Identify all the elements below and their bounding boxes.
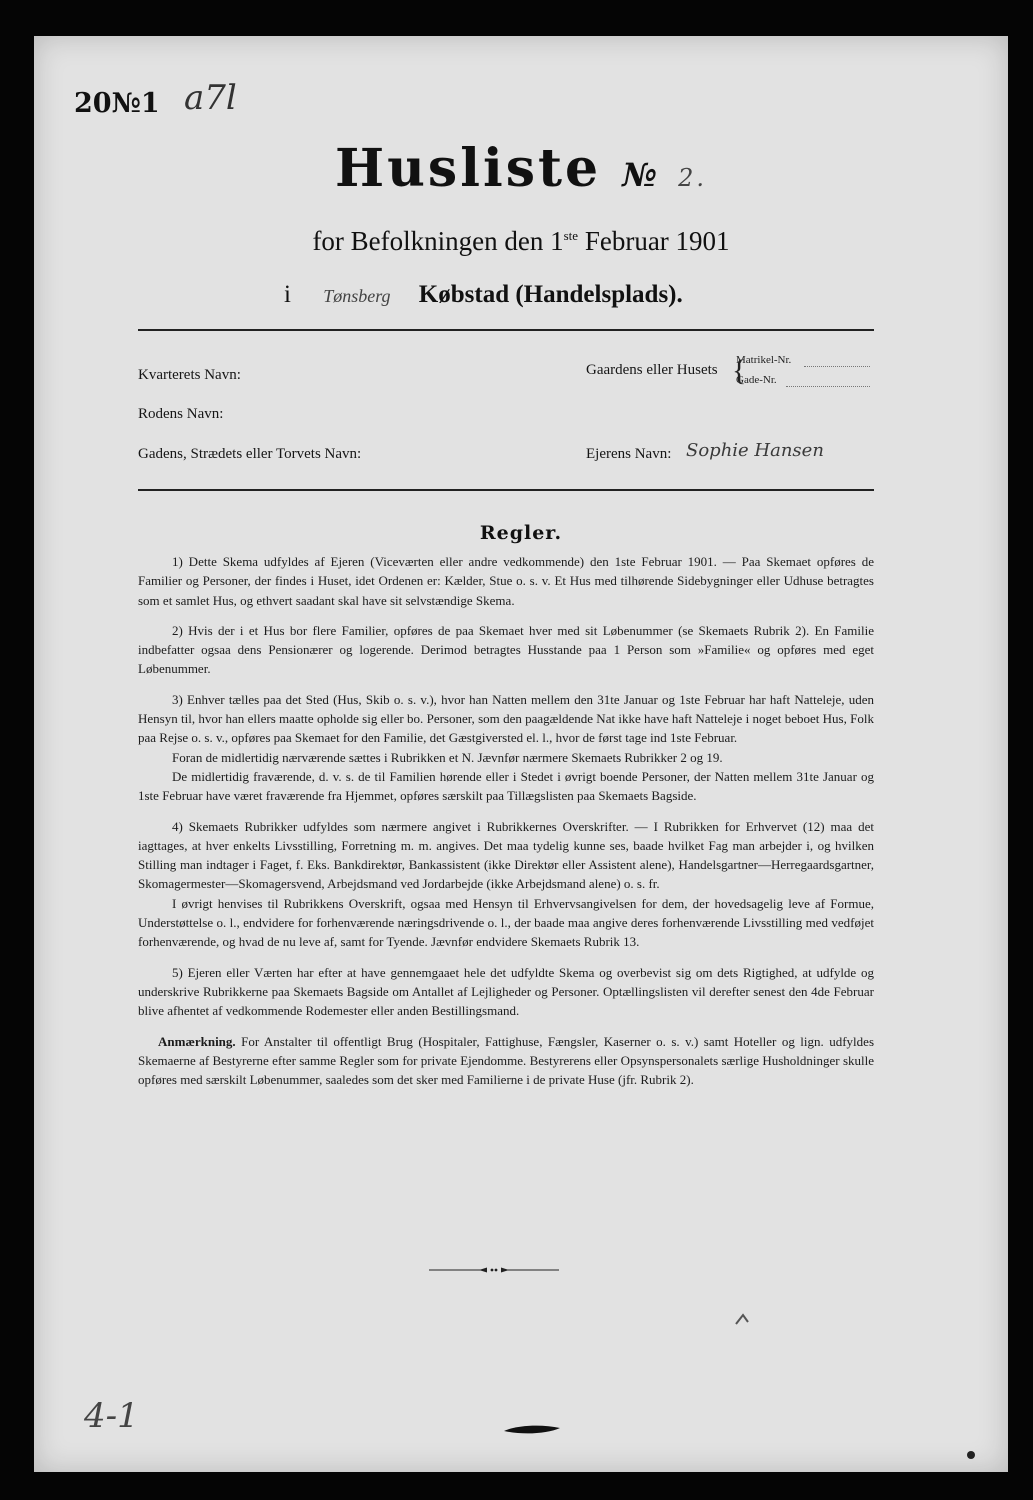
- corner-dot: [964, 1448, 978, 1462]
- page-title: [34, 138, 1008, 199]
- ejerens-label: Ejerens Navn:: [586, 446, 672, 462]
- document-page: [34, 36, 1008, 1472]
- rule-4b: I øvrigt henvises til Rubrikkens Overskrift, ogsaa med Hensyn til Erhvervsangivelsen for dem, der hovedsagelig leve af Formue, Understøttelse o. l., endvidere for forhenværende næringsdrivende o. l., der baade maa angive deres forhenværende Livsstilling med vedføjet forhenværende, og hvad de nu leve af, samt for Tyende. Jævnfør endvidere Skemaets Rubrik 13.: [138, 895, 874, 950]
- rules-text: [138, 552, 874, 1100]
- handwritten-stamp-note: a7l: [184, 78, 237, 118]
- matrikel-dotline: [804, 366, 870, 368]
- gade-dotline: [786, 386, 870, 388]
- rule-3b: Foran de midlertidig nærværende sættes i Rubrikken et N. Jævnfør nærmere Skemaets Rubrikker 2 og 19.: [172, 749, 723, 765]
- rule-3a: 3) Enhver tælles paa det Sted (Hus, Skib o. s. v.), hvor han Natten mellem den 31te Januar og 1ste Februar har haft Natteleje, uden Hensyn til, hvor han ellers maatte opholde sig eller bo. Personer, som den paagældende Nat ikke have haft Natteleje i noget beboet Hus, Folk paa Rejse o. s. v., opføres paa Skemaet for den Familie, det Gæstgiversted el. l., hvor de først tage ind 1ste Februar.: [138, 691, 874, 746]
- ink-blot: [502, 1422, 562, 1436]
- matrikel-label: Matrikel-Nr.: [736, 354, 792, 366]
- top-rule: [138, 329, 874, 331]
- number-label: №: [622, 156, 657, 194]
- rule-4a: 4) Skemaets Rubrikker udfyldes som nærmere angivet i Rubrikkernes Overskrifter. — I Rubrikken for Erhvervet (12) maa det iagttages, at hver enkelts Livsstilling, Forretning m. m. angives. Det maa tydelig kunne ses, baade hvilket Fag man arbejder i, og hvilken Stilling man indtager i Faget, f. Eks. Bankdirektør, Bankassistent (ikke Direktør eller Assistent alene), Handelsgartner—Herregaardsgartner, Skomagermester—Skomagersvend, Arbejdsmand ved Jordarbejde (ikke Arbejdsmand alene) o. s. fr.: [138, 818, 874, 892]
- town-prefix: i: [284, 281, 291, 308]
- archive-stamp: 20№1: [74, 88, 160, 119]
- gadens-label: Gadens, Strædets eller Torvets Navn:: [138, 446, 362, 462]
- subtitle: [34, 226, 1008, 257]
- mid-rule: [138, 489, 874, 491]
- title-text: Husliste: [334, 138, 602, 199]
- pencil-mark: [734, 1310, 752, 1328]
- regler-title: Regler.: [479, 522, 563, 544]
- note-head: Anmærkning.: [158, 1033, 236, 1049]
- town-handwritten: Tønsberg: [323, 286, 391, 306]
- rule-1: 1) Dette Skema udfyldes af Ejeren (Viceværten eller andre vedkommende) den 1ste Februar 1901. — Paa Skemaet opføres de Familier og Personer, der findes i Huset, idet Ordenen er: Kælder, Stue o. s. v. Et Hus med tilhørende Sidebygninger eller Udhuse betragtes som et samlet Hus, og ethvert saadant skal have sit selvstændige Skema.: [138, 554, 874, 608]
- subtitle-sup: ste: [563, 228, 579, 243]
- rule-5: 5) Ejeren eller Værten har efter at have gennemgaaet hele det udfyldte Skema og overbevist sig om dets Rigtighed, at udfylde og underskrive Rubrikkerne paa Skemaets Bagside om Antallet af Lejligheder og Personer. Optællingslisten vil derefter senest den 4de Februar blive afhentet af vedkommende Rodemester eller anden Bestillingsmand.: [138, 964, 874, 1019]
- rule-3c: De midlertidig fraværende, d. v. s. de til Familien hørende eller i Stedet i øvrigt boende Personer, der Natten mellem 31te Januar og 1ste Februar have været fraværende fra Hjemmet, opføres særskilt paa Tillægslisten paa Skemaets Bagside.: [138, 768, 874, 804]
- gaardens-label: Gaardens eller Husets: [586, 362, 718, 378]
- note-body: For Anstalter til offentligt Brug (Hospitaler, Fattighuse, Fængsler, Kaserner o. s. v.) samt Hoteller og lign. udfyldes Skemaerne af Bestyrerne efter samme Regler som for private Ejendomme. Bestyrerens eller Opsynspersonalets særlige Husholdninger skulle opføres med særskilt Løbenummer, saaledes som det sker med Familierne i de private Huse (jfr. Rubrik 2).: [138, 1033, 874, 1088]
- kvarterets-label: Kvarterets Navn:: [138, 367, 241, 383]
- annotation-note: [138, 1032, 874, 1090]
- ornament-divider: [429, 1266, 559, 1274]
- subtitle-post: Februar 1901: [578, 226, 730, 256]
- ejerens-value: Sophie Hansen: [686, 440, 824, 461]
- subtitle-pre: for Befolkningen den 1: [312, 226, 564, 256]
- footer-handwritten: 4-1: [84, 1396, 139, 1436]
- town-suffix: Købstad (Handelsplads).: [418, 281, 683, 308]
- town-line: [284, 281, 683, 309]
- handwritten-number: 2.: [678, 164, 707, 192]
- brace-mark: {: [732, 354, 747, 387]
- rodens-label: Rodens Navn:: [138, 406, 224, 422]
- gade-label: Gade-Nr.: [736, 374, 777, 386]
- rule-2: 2) Hvis der i et Hus bor flere Familier, opføres de paa Skemaet hver med sit Løbenummer (se Skemaets Rubrik 2). En Familie indbefatter ogsaa dens Pensionærer og logerende. Derimod betragtes Husstande paa 1 Person som »Familie« og opføres med eget Løbenummer.: [138, 622, 874, 677]
